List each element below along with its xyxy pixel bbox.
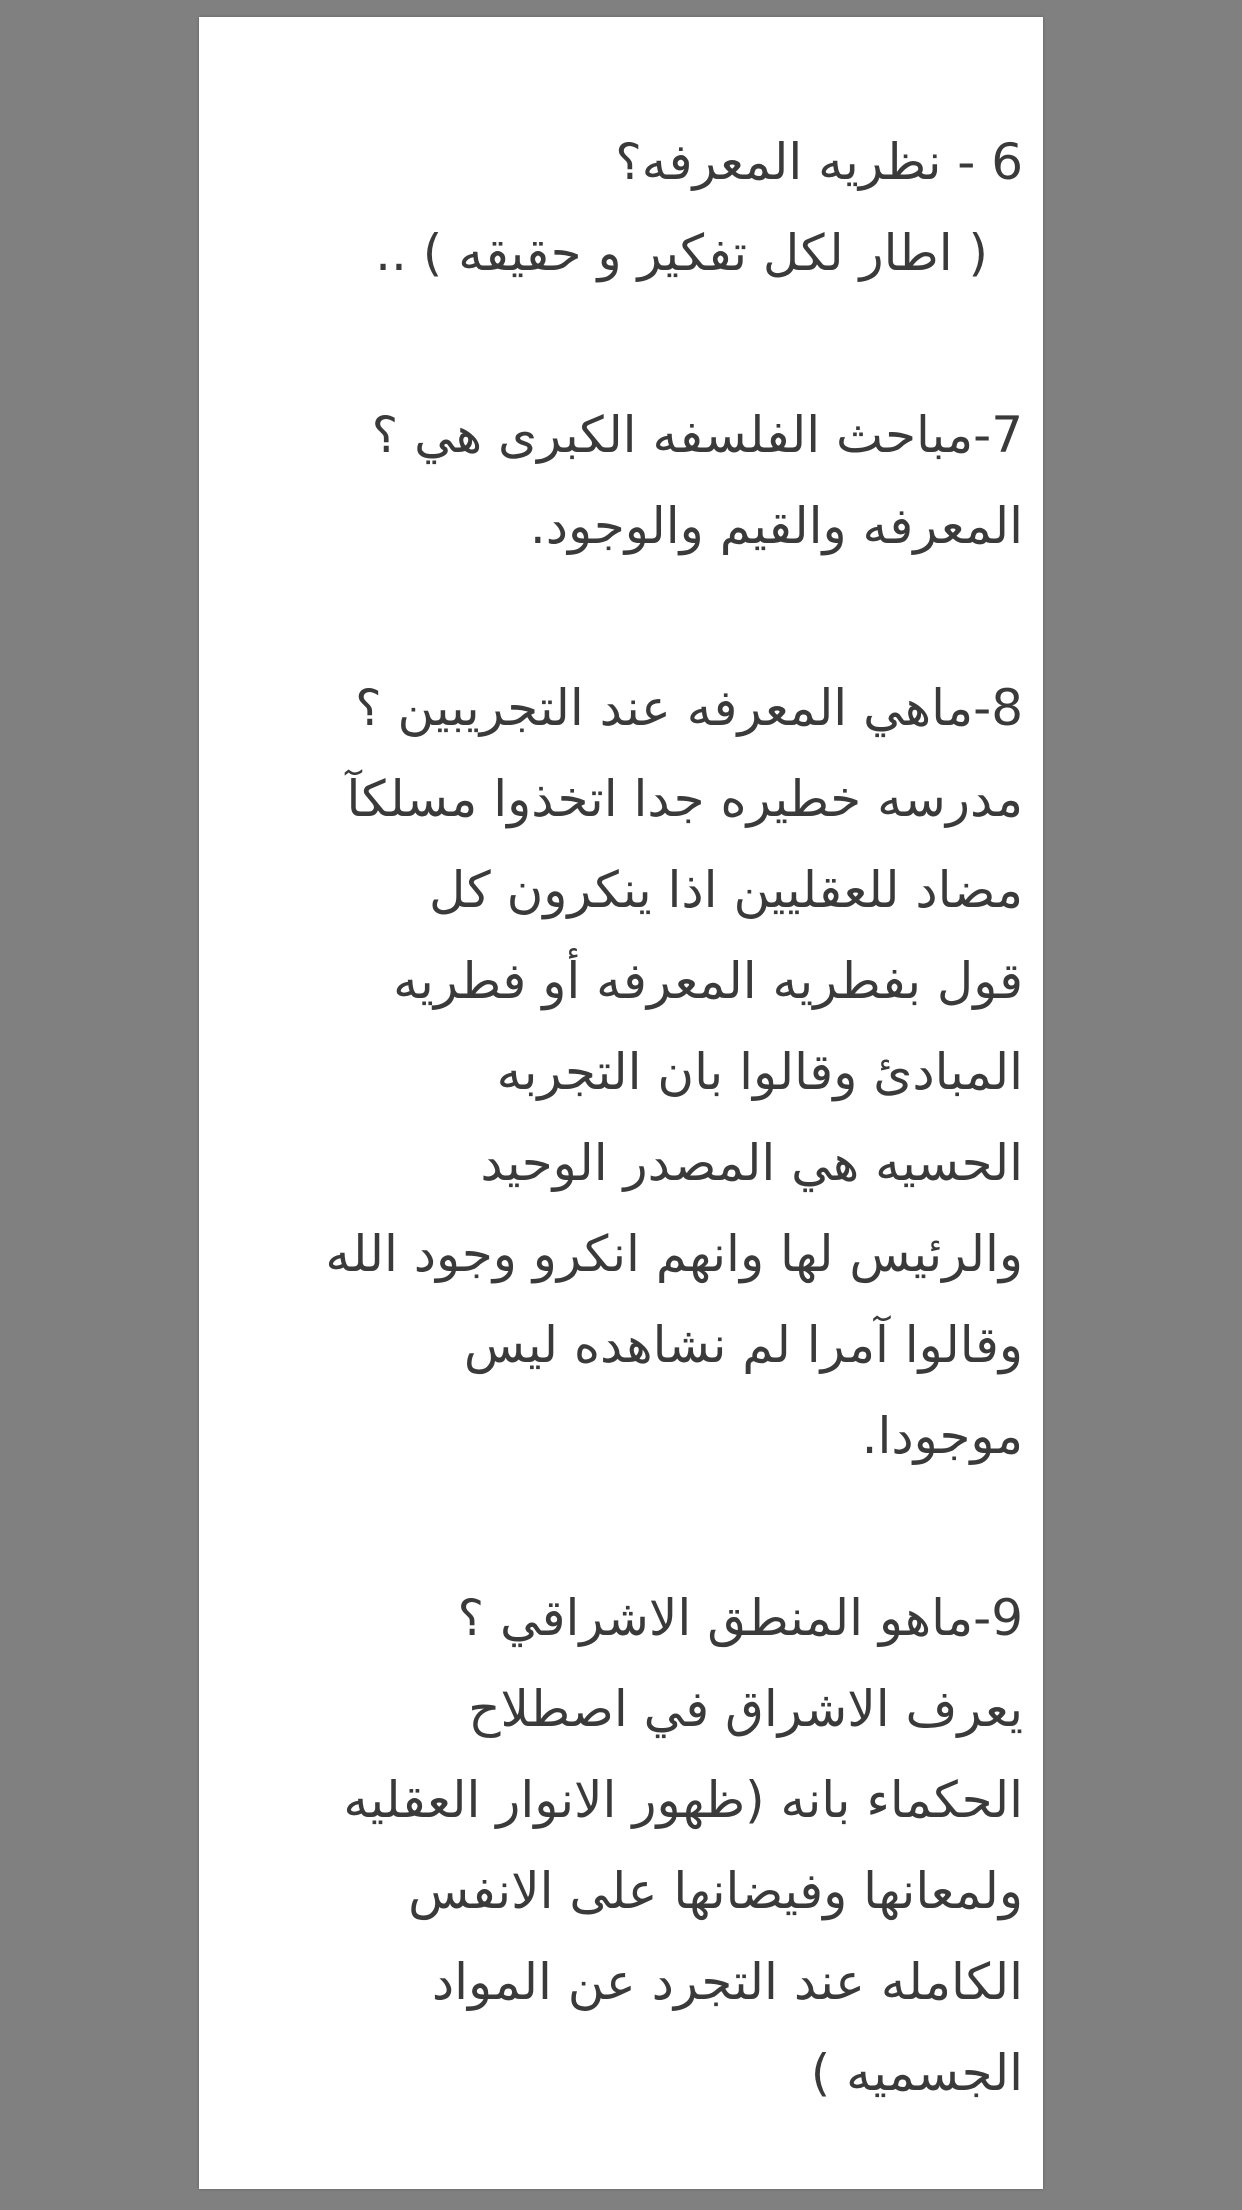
answer-line: قول بفطريه المعرفه أو فطريه <box>393 952 1023 1010</box>
answer-line: ( اطار لكل تفكير و حقيقه ) .. <box>375 224 988 282</box>
qa-item-7 <box>229 390 1023 572</box>
answer-line: مدرسه خطيره جدا اتخذوا مسلكآ <box>346 770 1023 828</box>
question-7: 7-مباحث الفلسفه الكبرى هي ؟ <box>371 406 1023 464</box>
answer-line: وقالوا آمرا لم نشاهده ليس <box>463 1316 1023 1374</box>
answer-line: مضاد للعقليين اذا ينكرون كل <box>429 861 1023 919</box>
answer-line: والرئيس لها وانهم انكرو وجود الله <box>325 1225 1023 1283</box>
qa-item-9 <box>229 1573 1023 2119</box>
question-9: 9-ماهو المنطق الاشراقي ؟ <box>457 1589 1023 1647</box>
answer-line: الكامله عند التجرد عن المواد <box>431 1953 1023 2011</box>
answer-line: موجودا. <box>861 1407 1023 1465</box>
answer-line: المبادئ وقالوا بان التجربه <box>496 1043 1023 1101</box>
answer-line: المعرفه والقيم والوجود. <box>529 497 1023 555</box>
answer-line: الجسميه ) <box>810 2044 1023 2102</box>
qa-item-6 <box>229 117 1023 299</box>
question-8: 8-ماهي المعرفه عند التجريبين ؟ <box>355 679 1023 737</box>
answer-line: يعرف الاشراق في اصطلاح <box>468 1680 1023 1738</box>
question-6: 6 - نظريه المعرفه؟ <box>615 133 1023 191</box>
document-text <box>229 117 1023 2210</box>
document-page <box>199 17 1043 2189</box>
answer-line: الحكماء بانه (ظهور الانوار العقليه <box>343 1771 1023 1829</box>
qa-item-8 <box>229 663 1023 1482</box>
answer-line: ولمعانها وفيضانها على الانفس <box>408 1862 1023 1920</box>
answer-line: الحسيه هي المصدر الوحيد <box>480 1134 1023 1192</box>
